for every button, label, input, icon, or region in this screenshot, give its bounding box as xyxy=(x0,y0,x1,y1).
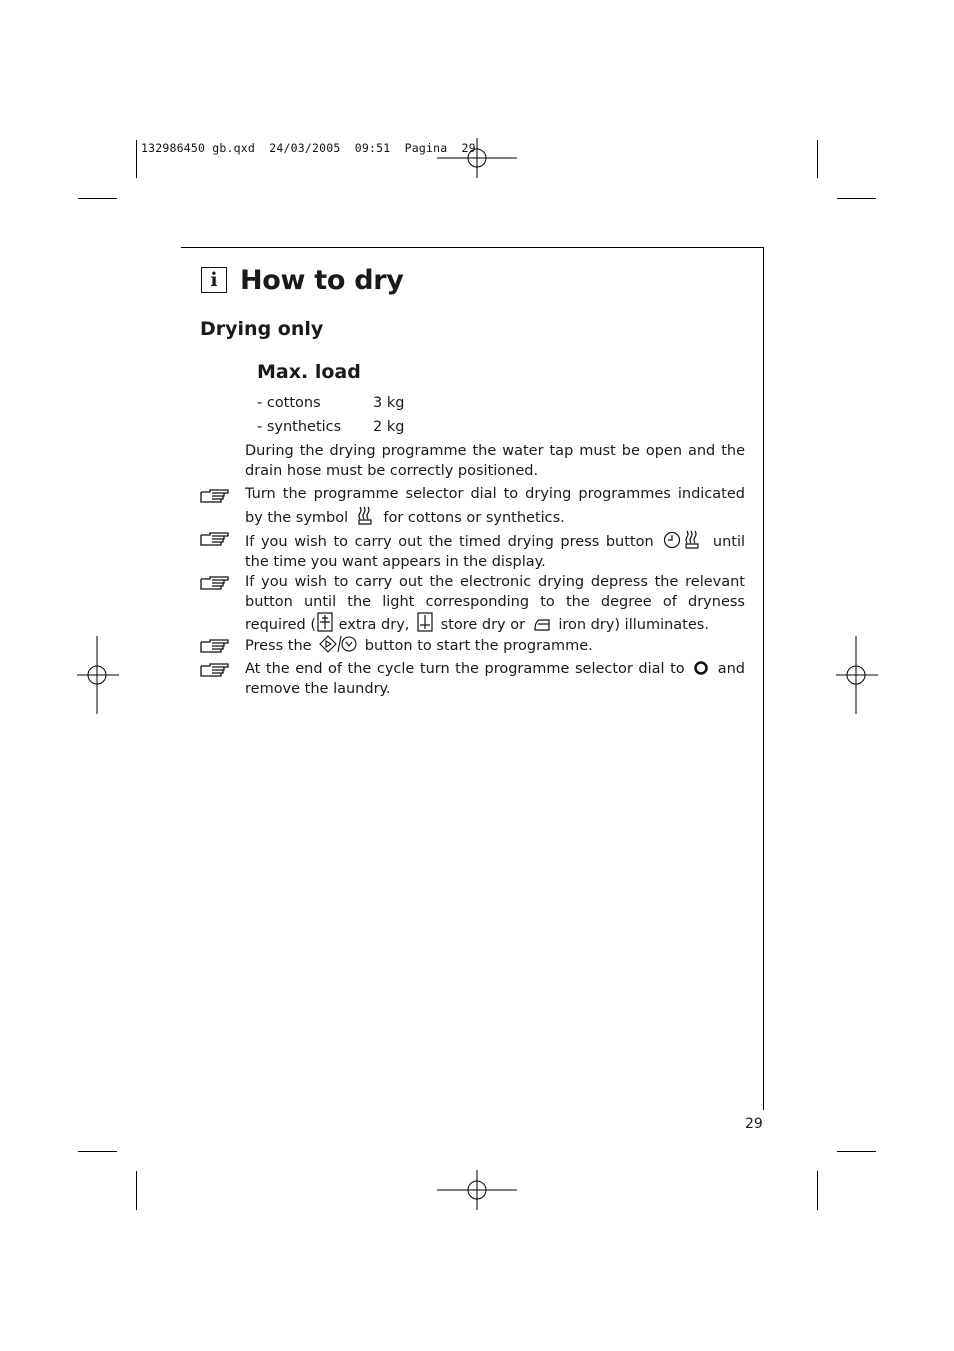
load-value: 2 kg xyxy=(373,419,405,435)
pointing-hand-icon xyxy=(200,661,230,679)
load-label: - cottons xyxy=(257,395,321,411)
section-heading: Drying only xyxy=(200,318,324,340)
off-position-icon xyxy=(693,660,709,676)
crop-mark xyxy=(136,140,137,178)
intro-paragraph: During the drying programme the water tap must be open and the drain hose must be correctly positioned. xyxy=(245,443,745,479)
step-2: If you wish to carry out the timed drying press button until the time you want appears in the display. xyxy=(245,529,745,572)
load-value: 3 kg xyxy=(373,395,405,411)
load-label: - synthetics xyxy=(257,419,342,435)
drying-symbol-icon xyxy=(683,529,703,549)
info-icon: i xyxy=(201,267,227,293)
registration-mark-icon xyxy=(836,636,878,714)
crop-mark xyxy=(78,1151,117,1152)
load-row-synthetics xyxy=(257,419,405,435)
crop-mark xyxy=(817,1171,818,1210)
clock-icon xyxy=(663,531,681,549)
load-row-cottons xyxy=(257,395,405,411)
drying-symbol-icon xyxy=(356,505,376,525)
step-3: If you wish to carry out the electronic drying depress the relevant button until the light corresponding to the degree of dryness required ( extra dry, store dry or iron dry) illuminates. xyxy=(245,574,745,633)
crop-mark xyxy=(136,1171,137,1210)
crop-mark xyxy=(817,140,818,178)
step-1: Turn the programme selector dial to drying programmes indicated by the symbol for cottons or synthetics. xyxy=(245,486,745,526)
pointing-hand-icon xyxy=(200,530,230,548)
print-slug: 132986450 gb.qxd 24/03/2005 09:51 Pagina 29 xyxy=(141,141,476,155)
frame-top-rule xyxy=(181,247,764,248)
crop-mark xyxy=(78,198,117,199)
frame-right-rule xyxy=(763,247,764,1110)
page-number: 29 xyxy=(745,1116,763,1132)
extra-dry-icon xyxy=(317,612,333,632)
registration-mark-icon xyxy=(437,1170,517,1212)
crop-mark xyxy=(837,198,876,199)
max-load-heading: Max. load xyxy=(257,361,361,383)
pointing-hand-icon xyxy=(200,637,230,655)
start-pause-icon xyxy=(319,635,357,653)
page-title: How to dry xyxy=(240,265,404,296)
step-4: Press the button to start the programme. xyxy=(245,635,745,657)
registration-mark-icon xyxy=(77,636,119,714)
iron-dry-icon xyxy=(533,616,551,632)
store-dry-icon xyxy=(417,612,433,632)
step-5: At the end of the cycle turn the programme selector dial to and remove the laundry. xyxy=(245,661,745,697)
pointing-hand-icon xyxy=(200,487,230,505)
crop-mark xyxy=(837,1151,876,1152)
pointing-hand-icon xyxy=(200,574,230,592)
